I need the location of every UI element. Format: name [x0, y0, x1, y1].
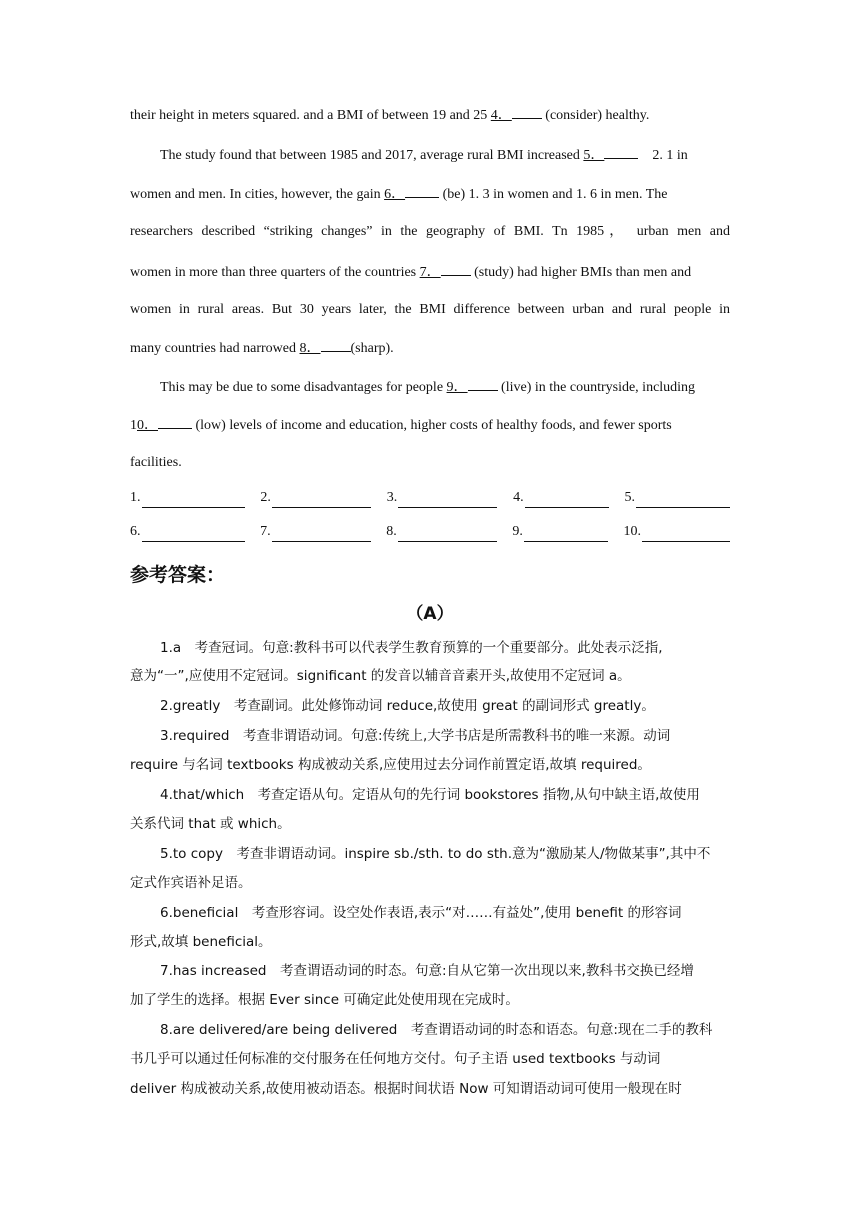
answer-number: 3. — [386, 490, 398, 505]
answer-line[interactable] — [272, 526, 371, 542]
answer-explanation-line: 7.has increased 考查谓语动词的时态。句意:自从它第一次出现以来,教科书交换已经增 — [160, 963, 694, 979]
blank-number-10: 0． — [137, 418, 158, 433]
answer-line[interactable] — [525, 492, 609, 508]
fill-blank-4[interactable] — [512, 104, 542, 119]
answer-blank[interactable] — [387, 488, 498, 508]
passage-line — [130, 337, 730, 359]
passage-text: their height in meters squared. and a BMI of between 19 and 25 — [130, 108, 491, 123]
answer-explanation-line: require 与名词 textbooks 构成被动关系,应使用过去分词作前置定语,故填 required。 — [130, 757, 651, 773]
blank-number-8: 8． — [299, 341, 321, 356]
fill-blank-9[interactable] — [468, 376, 498, 391]
answer-line[interactable] — [642, 526, 730, 542]
passage-text: women in more than three quarters of the countries — [130, 265, 420, 280]
passage-line — [130, 453, 730, 473]
passage-line — [160, 376, 730, 398]
answer-number: 7. — [260, 524, 271, 539]
answer-number: 8. — [386, 524, 397, 539]
passage-text: (sharp). — [350, 341, 394, 356]
blank-number-4: 4． — [490, 108, 512, 123]
answer-blank[interactable] — [260, 488, 371, 508]
passage-text: The study found that between 1985 and 2017, average rural BMI increased — [160, 148, 584, 163]
blank-number-7: 7． — [419, 265, 441, 280]
answer-blank[interactable] — [512, 522, 608, 542]
passage-line — [130, 222, 730, 242]
passage-text: (low) levels of income and education, higher costs of healthy foods, and fewer sports — [192, 418, 672, 433]
answer-line[interactable] — [142, 492, 245, 508]
answer-explanation-line: 1.a 考查冠词。句意:教科书可以代表学生教育预算的一个重要部分。此处表示泛指, — [160, 640, 663, 656]
answer-blank[interactable] — [130, 488, 245, 508]
blank-number-9: 9． — [446, 380, 468, 395]
passage-line — [160, 144, 730, 166]
passage-line — [130, 300, 730, 320]
answer-explanation-line: 3.required 考查非谓语动词。句意:传统上,大学书店是所需教科书的唯一来源。动词 — [160, 728, 671, 744]
answer-blank[interactable] — [130, 522, 245, 542]
answer-line[interactable] — [636, 492, 730, 508]
blank-number-5: 5． — [583, 148, 605, 163]
fill-blank-5[interactable] — [604, 144, 638, 159]
passage-text: 2. 1 in — [652, 148, 688, 163]
answer-explanation-line: 意为“一”,应使用不定冠词。significant 的发音以辅音音素开头,故使用不定冠词 a。 — [130, 668, 631, 684]
passage-text: women and men. In cities, however, the gain — [130, 187, 385, 202]
fill-blank-8[interactable] — [321, 337, 351, 352]
answer-explanation-line: deliver 构成被动关系,故使用被动语态。根据时间状语 Now 可知谓语动词可使用一般现在时 — [130, 1081, 682, 1097]
answer-explanation-line: 加了学生的选择。根据 Ever since 可确定此处使用现在完成时。 — [130, 992, 519, 1008]
passage-text: facilities. — [130, 455, 182, 470]
answer-explanation-line: 形式,故填 beneficial。 — [130, 934, 272, 950]
answer-line[interactable] — [398, 526, 497, 542]
passage-text: (be) 1. 3 in women and 1. 6 in men. The — [439, 187, 668, 202]
passage-text: 1 — [130, 418, 137, 433]
passage-line — [130, 104, 730, 126]
answer-line[interactable] — [524, 526, 608, 542]
answer-explanation-line: 6.beneficial 考查形容词。设空处作表语,表示“对……有益处”,使用 benefit 的形容词 — [160, 905, 682, 921]
answer-number: 5. — [624, 490, 635, 505]
passage-text: (consider) healthy. — [541, 108, 650, 123]
passage-line — [130, 183, 730, 205]
answer-blank[interactable] — [513, 488, 609, 508]
answer-line[interactable] — [272, 492, 371, 508]
answer-blank-row — [130, 522, 730, 542]
answer-number: 10. — [623, 524, 641, 539]
answer-number: 6. — [130, 524, 141, 539]
answer-explanation-line: 5.to copy 考查非谓语动词。inspire sb./sth. to do sth.意为“激励某人/物做某事”,其中不 — [160, 846, 711, 862]
fill-blank-6[interactable] — [405, 183, 439, 198]
answer-explanation-line: 书几乎可以通过任何标准的交付服务在任何地方交付。句子主语 used textbooks 与动词 — [130, 1051, 661, 1067]
passage-text: (study) had higher BMIs than men and — [470, 265, 692, 280]
answer-number: 1. — [130, 490, 141, 505]
answer-blank[interactable] — [260, 522, 371, 542]
answer-explanation-line: 4.that/which 考查定语从句。定语从句的先行词 bookstores 指物,从句中缺主语,故使用 — [160, 787, 700, 803]
answer-explanation-line: 8.are delivered/are being delivered 考查谓语动词的时态和语态。句意:现在二手的教科 — [160, 1022, 713, 1038]
passage-line — [130, 261, 730, 283]
passage-text: (live) in the countryside, including — [497, 380, 696, 395]
passage-text: women in rural areas. But 30 years later, the BMI difference between urban and rural people in — [130, 302, 730, 317]
fill-blank-7[interactable] — [441, 261, 471, 276]
answer-explanation-line: 定式作宾语补足语。 — [130, 875, 252, 891]
answer-line[interactable] — [398, 492, 497, 508]
reference-heading: 参考答案： — [130, 564, 226, 586]
passage-text: researchers described “striking changes” in the geography of BMI. Tn 1985， urban men and — [130, 224, 730, 239]
answer-number: 9. — [512, 524, 523, 539]
passage-text: This may be due to some disadvantages for people — [160, 380, 447, 395]
answer-blank[interactable] — [625, 488, 731, 508]
section-heading: （A） — [406, 604, 454, 624]
answer-line[interactable] — [142, 526, 245, 542]
fill-blank-10[interactable] — [158, 414, 192, 429]
answer-explanation-line: 关系代词 that 或 which。 — [130, 816, 291, 832]
answer-blank-row — [130, 488, 730, 508]
blank-number-6: 6． — [384, 187, 406, 202]
passage-text: many countries had narrowed — [130, 341, 300, 356]
answer-blank[interactable] — [386, 522, 497, 542]
answer-explanation-line: 2.greatly 考查副词。此处修饰动词 reduce,故使用 great 的副词形式 greatly。 — [160, 698, 655, 714]
passage-line — [130, 414, 730, 436]
answer-blank[interactable] — [624, 522, 731, 542]
answer-number: 2. — [260, 490, 271, 505]
answer-number: 4. — [513, 490, 524, 505]
